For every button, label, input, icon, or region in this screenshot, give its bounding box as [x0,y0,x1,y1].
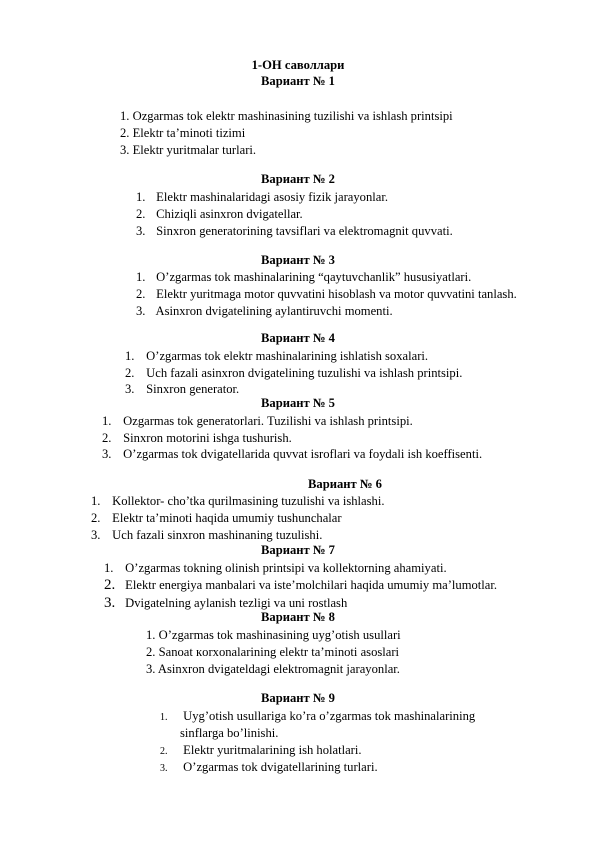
variant-8-item-1 [146,628,401,643]
item-text: O’zgarmas tok dvigatellarida quvvat isroflari va foydali ish koeffisenti. [123,447,483,461]
variant-1-item-2 [120,126,245,141]
item-text: Elektr energiya manbalari va iste’molchilari haqida umumiy ma’lumotlar. [125,578,498,592]
item-number: 2. [120,126,130,140]
item-text: Elektr yuritmalar turlari. [132,143,257,157]
item-number: 3. [104,595,116,611]
variant-6-item-2 [91,511,342,526]
item-number: 1. [125,349,135,363]
item-text: Elektr ta’minoti tizimi [132,126,246,140]
item-number: 1. [146,628,156,642]
item-number: 2. [125,366,135,380]
item-text: Uch fazali asinxron dvigatelining tuzulishi va ishlash printsipi. [146,366,463,380]
item-number: 1. [104,561,114,575]
variant-5-item-3 [102,447,482,462]
item-number: 3. [91,528,101,542]
item-text: Chiziqli asinxron dvigatellar. [156,207,303,221]
variant-2-item-2 [136,207,303,222]
item-text: O’zgarmas tok mashinalarining “qaytuvchanlik” hususiyatlari. [156,270,472,284]
variant-4-item-2 [125,366,462,381]
variant-9-item-1 [160,709,475,725]
variant-1-heading: Вариант № 1 [261,74,335,88]
document-title: 1-ОН саволлари [251,58,345,72]
item-text: O’zgarmas tokning olinish printsipi va kollektorning ahamiyati. [125,561,447,575]
item-number: 3. [136,224,146,238]
item-text: Elektr mashinalaridagi asosiy fizik jarayonlar. [156,190,389,204]
variant-2-item-3 [136,224,453,239]
item-number: 1. [136,270,146,284]
item-text: Uch fazali sinxron mashinaning tuzulishi. [112,528,323,542]
item-text: Elektr yuritmalarining ish holatlari. [183,743,362,757]
variant-6-heading: Вариант № 6 [308,477,382,491]
item-number: 2. [146,645,156,659]
variant-8-item-2 [146,645,399,660]
item-text: Sinxron generator. [146,382,240,396]
item-number: 2. [104,577,116,593]
variant-7-item-3 [104,596,347,611]
item-number: 3. [125,382,135,396]
variant-1-item-3 [120,143,256,158]
item-text: Elektr ta’minoti haqida umumiy tushunchalar [112,511,342,525]
item-text: Sinxron motorini ishga tushurish. [123,431,292,445]
item-text: Asinxron dvigatelining aylantiruvchi momenti. [155,304,393,318]
variant-5-item-2 [102,431,292,446]
item-number: 1. [91,494,101,508]
item-text: Uyg’otish usullariga ko’ra o’zgarmas tok mashinalarining [183,709,476,723]
variant-8-item-3 [146,662,400,677]
variant-3-heading: Вариант № 3 [261,253,335,267]
variant-6-item-3 [91,528,322,543]
variant-6-item-1 [91,494,385,509]
item-text: Ozgarmas tok elektr mashinasining tuzilishi va ishlash printsipi [132,109,453,123]
variant-9-item-1-continuation: sinflarga bo’linishi. [180,726,279,740]
item-number: 3. [160,763,168,774]
variant-4-item-1 [125,349,428,364]
variant-2-heading: Вариант № 2 [261,172,335,186]
item-number: 3. [146,662,156,676]
variant-9-item-2 [160,743,362,759]
item-number: 1. [160,712,168,723]
variant-7-item-2 [104,578,497,593]
item-text: Kollektor- cho’tka qurilmasining tuzulishi va ishlashi. [112,494,385,508]
item-text: O’zgarmas tok mashinasining uyg’otish usullari [158,628,401,642]
variant-3-item-1 [136,270,471,285]
variant-9-item-3 [160,760,378,776]
item-text: Sanoat кorxonalarining elektr ta’minoti asoslari [158,645,400,659]
variant-7-heading: Вариант № 7 [261,543,335,557]
item-number: 3. [136,304,146,318]
item-text: O’zgarmas tok dvigatellarining turlari. [183,760,378,774]
variant-3-item-2 [136,287,517,302]
item-number: 2. [160,746,168,757]
variant-5-heading: Вариант № 5 [261,396,335,410]
item-text: Asinxron dvigateldagi elektromagnit jarayonlar. [157,662,400,676]
item-number: 2. [136,207,146,221]
item-text: Ozgarmas tok generatorlari. Tuzilishi va ishlash printsipi. [123,414,413,428]
variant-5-item-1 [102,414,413,429]
variant-3-item-3 [136,304,393,319]
variant-4-heading: Вариант № 4 [261,331,335,345]
item-text: Elektr yuritmaga motor quvvatini hisoblash va motor quvvatini tanlash. [156,287,517,301]
item-number: 2. [136,287,146,301]
variant-9-heading: Вариант № 9 [261,691,335,705]
item-number: 3. [120,143,130,157]
variant-4-item-3 [125,382,239,397]
variant-2-item-1 [136,190,388,205]
variant-8-heading: Вариант № 8 [261,610,335,624]
item-text: Dvigatelning aylanish tezligi va uni rostlash [125,596,348,610]
item-number: 1. [102,414,112,428]
item-text: Sinxron generatorining tavsiflari va elektromagnit quvvati. [156,224,453,238]
item-number: 3. [102,447,112,461]
item-number: 1. [136,190,146,204]
item-number: 1. [120,109,130,123]
variant-7-item-1 [104,561,447,576]
variant-1-item-1 [120,109,453,124]
item-number: 2. [102,431,112,445]
item-number: 2. [91,511,101,525]
item-text: O’zgarmas tok elektr mashinalarining ishlatish soxalari. [146,349,429,363]
